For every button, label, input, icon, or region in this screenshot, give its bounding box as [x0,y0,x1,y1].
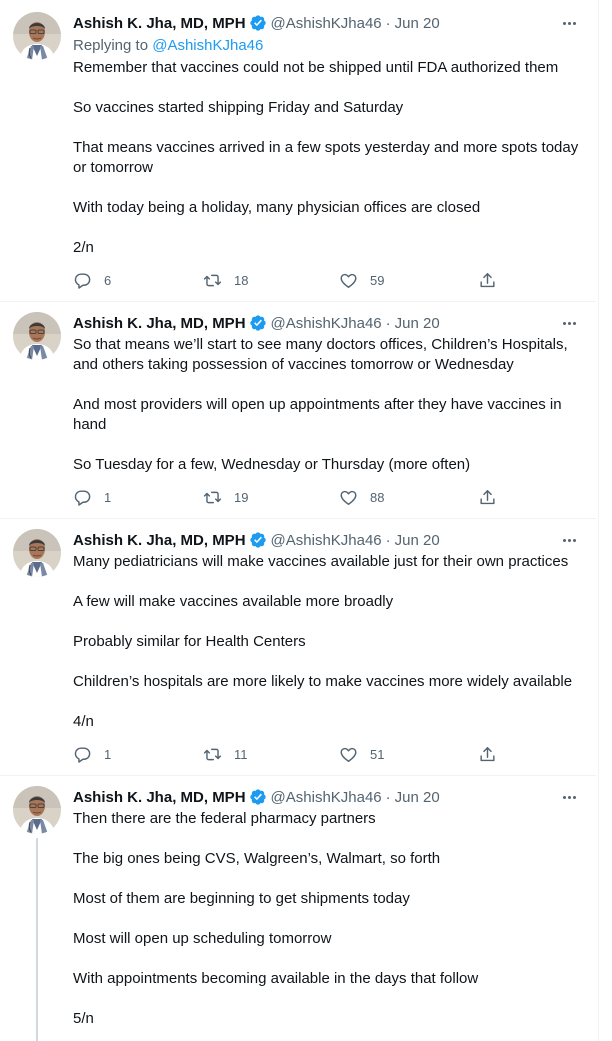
author-handle[interactable]: @AshishKJha46 [270,314,382,332]
replying-to-label: Replying to [73,37,149,54]
like-icon [339,745,358,764]
tweet-text [73,58,583,258]
tweet-paragraph: Most will open up scheduling tomorrow [73,930,332,947]
reply-count: 1 [104,489,112,505]
thread-counter: 2/n [73,239,94,256]
tweet-paragraph: With today being a holiday, many physician offices are closed [73,199,481,216]
retweet-button[interactable] [203,744,248,764]
tweet-date[interactable]: Jun 20 [394,788,440,806]
reply-button[interactable] [73,487,111,507]
retweet-count: 18 [234,272,249,288]
reply-count: 1 [104,746,112,762]
share-button[interactable] [478,270,497,290]
retweet-button[interactable] [203,270,248,290]
reply-count: 6 [104,272,112,288]
thread-counter: 4/n [73,713,94,730]
avatar[interactable] [13,312,61,360]
author-name[interactable]: Ashish K. Jha, MD, MPH [73,531,246,549]
retweet-count: 19 [234,489,249,505]
tweet-paragraph: Many pediatricians will make vaccines available just for their own practices [73,553,569,570]
tweet-paragraph: Remember that vaccines could not be shipped until FDA authorized them [73,59,559,76]
tweet[interactable] [0,0,596,302]
thread-line [36,838,38,1041]
tweet[interactable] [0,519,596,776]
tweet-paragraph: Children’s hospitals are more likely to make vaccines more widely available [73,673,573,690]
like-icon [339,271,358,290]
replying-to-handle[interactable]: @AshishKJha46 [152,37,264,54]
share-icon [478,745,497,764]
reply-icon [73,488,92,507]
share-icon [478,271,497,290]
tweet-paragraph: So Tuesday for a few, Wednesday or Thursday (more often) [73,456,471,473]
tweet-header [73,787,440,807]
retweet-button[interactable] [203,487,248,507]
tweet-date[interactable]: Jun 20 [394,314,440,332]
like-count: 59 [370,272,385,288]
tweet-paragraph: The big ones being CVS, Walgreen’s, Walmart, so forth [73,850,441,867]
verified-badge-icon [249,788,267,806]
page-gutter [598,0,612,1041]
author-name[interactable]: Ashish K. Jha, MD, MPH [73,788,246,806]
like-button[interactable] [339,270,384,290]
reply-icon [73,271,92,290]
tweet-actions [73,270,503,290]
tweet-paragraph: Then there are the federal pharmacy partners [73,810,376,827]
tweet[interactable] [0,302,596,519]
tweet[interactable] [0,776,596,1041]
more-icon[interactable] [558,13,580,33]
tweet-actions [73,744,503,764]
tweet-paragraph: And most providers will open up appointments after they have vaccines in hand [73,396,562,433]
tweet-paragraph: With appointments becoming available in the days that follow [73,970,479,987]
like-count: 88 [370,489,385,505]
tweet-header [73,530,440,550]
tweet-date[interactable]: Jun 20 [394,531,440,549]
share-icon [478,488,497,507]
replying-to [73,36,263,56]
retweet-icon [203,488,222,507]
separator-dot: · [385,314,391,332]
reply-button[interactable] [73,744,111,764]
tweet-text [73,809,583,1029]
tweet-paragraph: So vaccines started shipping Friday and Saturday [73,99,404,116]
separator-dot: · [385,788,391,806]
separator-dot: · [385,14,391,32]
avatar[interactable] [13,786,61,834]
retweet-icon [203,271,222,290]
retweet-count: 11 [234,746,248,762]
verified-badge-icon [249,531,267,549]
tweet-paragraph: Probably similar for Health Centers [73,633,306,650]
like-icon [339,488,358,507]
more-icon[interactable] [558,530,580,550]
tweet-text [73,552,583,732]
tweet-date[interactable]: Jun 20 [394,14,440,32]
tweet-paragraph: Most of them are beginning to get shipments today [73,890,410,907]
tweet-paragraph: So that means we’ll start to see many doctors offices, Children’s Hospitals, and others taking possession of vaccines tomorrow or Wednesday [73,336,568,373]
like-button[interactable] [339,487,384,507]
verified-badge-icon [249,314,267,332]
avatar[interactable] [13,12,61,60]
like-button[interactable] [339,744,384,764]
thread-counter: 5/n [73,1010,94,1027]
author-handle[interactable]: @AshishKJha46 [270,788,382,806]
reply-button[interactable] [73,270,111,290]
reply-icon [73,745,92,764]
tweet-header [73,313,440,333]
more-icon[interactable] [558,313,580,333]
author-handle[interactable]: @AshishKJha46 [270,531,382,549]
tweet-header [73,13,440,33]
separator-dot: · [385,531,391,549]
author-name[interactable]: Ashish K. Jha, MD, MPH [73,314,246,332]
tweet-paragraph: A few will make vaccines available more broadly [73,593,394,610]
share-button[interactable] [478,487,497,507]
more-icon[interactable] [558,787,580,807]
retweet-icon [203,745,222,764]
verified-badge-icon [249,14,267,32]
avatar[interactable] [13,529,61,577]
share-button[interactable] [478,744,497,764]
author-name[interactable]: Ashish K. Jha, MD, MPH [73,14,246,32]
tweet-paragraph: That means vaccines arrived in a few spots yesterday and more spots today or tomorrow [73,139,579,176]
tweet-text [73,335,583,475]
tweet-actions [73,487,503,507]
author-handle[interactable]: @AshishKJha46 [270,14,382,32]
like-count: 51 [370,746,385,762]
